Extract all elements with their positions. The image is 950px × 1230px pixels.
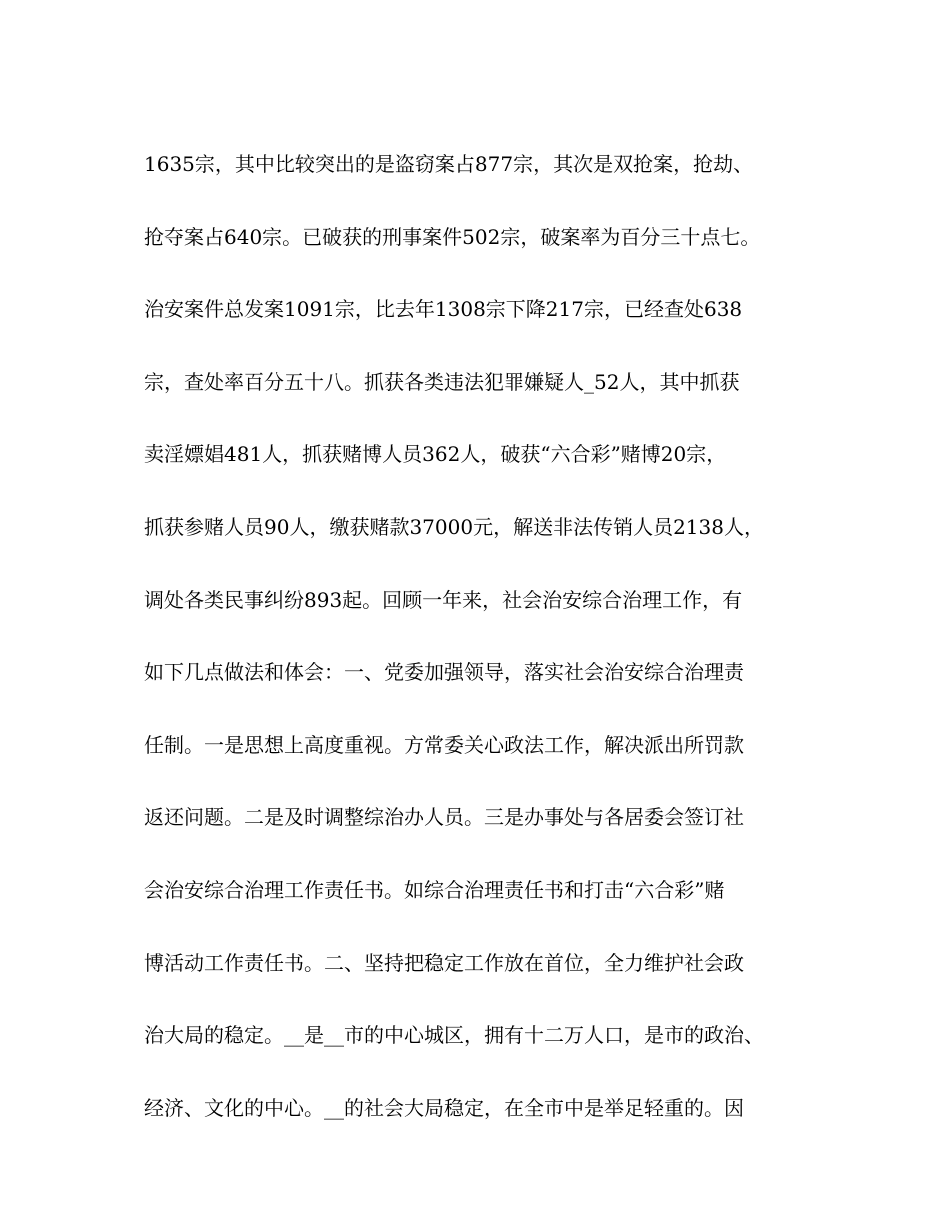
text-line-11: 会治安综合治理工作责任书。如综合治理责任书和打击“六合彩”赌	[144, 877, 725, 902]
text-line-3: 治安案件总发案1091宗，比去年1308宗下降217宗，已经查处638	[144, 297, 743, 322]
text-line-10: 返还问题。二是及时调整综治办人员。三是办事处与各居委会签订社	[144, 805, 744, 830]
text-line-4: 宗，查处率百分五十八。抓获各类违法犯罪嫌疑人_52人，其中抓获	[144, 369, 740, 394]
text-line-8: 如下几点做法和体会：一、党委加强领导，落实社会治安综合治理责	[144, 660, 744, 685]
text-line-14: 经济、文化的中心。__的社会大局稳定，在全市中是举足轻重的。因	[144, 1095, 744, 1120]
text-line-9: 任制。一是思想上高度重视。方常委关心政法工作，解决派出所罚款	[144, 732, 744, 757]
text-line-12: 博活动工作责任书。二、坚持把稳定工作放在首位，全力维护社会政	[144, 950, 744, 975]
text-line-7: 调处各类民事纠纷893起。回顾一年来，社会治安综合治理工作，有	[144, 587, 743, 612]
body-text	[144, 152, 824, 1168]
text-line-13: 治大局的稳定。__是__市的中心城区，拥有十二万人口，是市的政治、	[144, 1023, 764, 1048]
text-line-6: 抓获参赌人员90人，缴获赌款37000元，解送非法传销人员2138人，	[144, 514, 764, 539]
text-line-5: 卖淫嫖娼481人，抓获赌博人员362人，破获“六合彩”赌博20宗，	[144, 442, 727, 467]
text-line-1: 1635宗，其中比较突出的是盗窃案占877宗，其次是双抢案，抢劫、	[144, 152, 754, 176]
text-line-2: 抢夺案占640宗。已破获的刑事案件502宗，破案率为百分三十点七。	[144, 224, 761, 249]
